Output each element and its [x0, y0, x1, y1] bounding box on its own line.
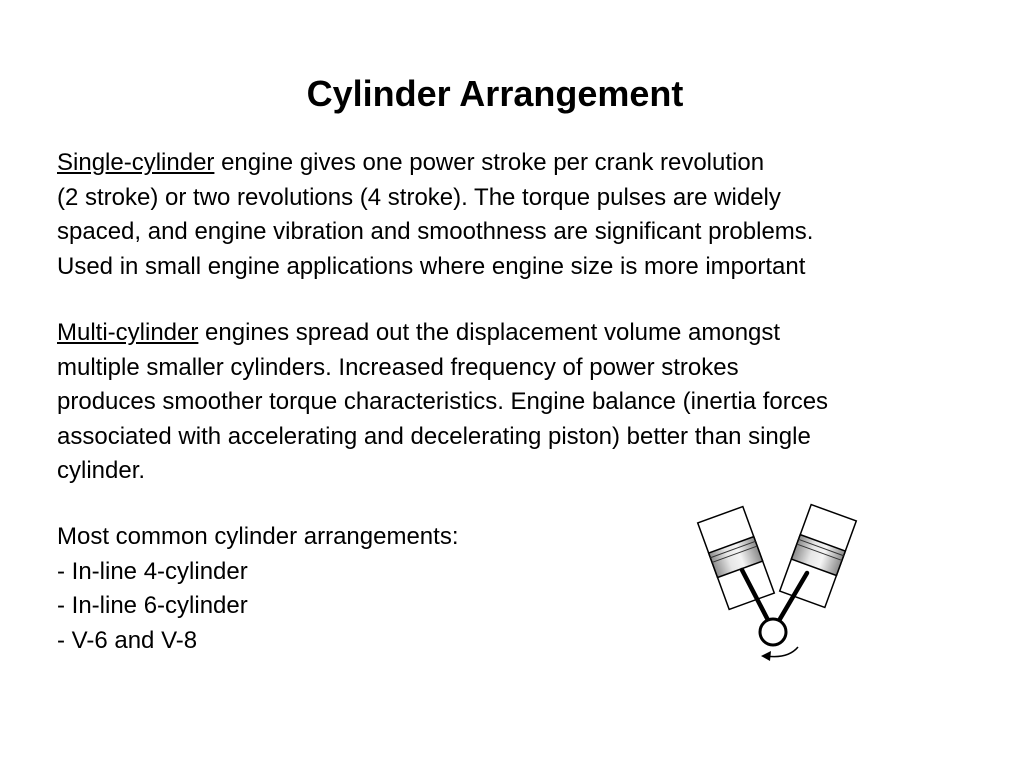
multi-cylinder-line-1	[57, 316, 997, 351]
single-cylinder-line-4: Used in small engine applications where engine size is more important	[57, 252, 806, 280]
arrangement-item: - In-line 6-cylinder	[57, 592, 248, 619]
multi-cylinder-line-4: associated with accelerating and decelerating piston) better than single	[57, 422, 811, 450]
left-cylinder	[698, 507, 775, 610]
arrangement-item: - In-line 4-cylinder	[57, 557, 248, 585]
multi-cylinder-text-1: engines spread out the displacement volume amongst	[198, 319, 781, 346]
multi-cylinder-line-3: produces smoother torque characteristics. Engine balance (inertia forces	[57, 388, 829, 415]
single-cylinder-paragraph	[57, 146, 997, 284]
crankshaft-circle	[760, 619, 786, 645]
single-cylinder-term: Single-cylinder	[57, 149, 215, 176]
multi-cylinder-paragraph	[57, 316, 997, 489]
right-cylinder	[780, 505, 857, 608]
single-cylinder-line-2: (2 stroke) or two revolutions (4 stroke). The torque pulses are widely	[57, 183, 781, 211]
multi-cylinder-line-2: multiple smaller cylinders. Increased frequency of power strokes	[57, 353, 739, 381]
slide-title: Cylinder Arrangement	[306, 73, 684, 114]
single-cylinder-line-1	[57, 146, 997, 181]
rotation-arrowhead-icon	[761, 651, 771, 661]
single-cylinder-text-1: engine gives one power stroke per crank revolution	[214, 149, 765, 176]
v-engine-diagram-icon	[690, 500, 870, 675]
multi-cylinder-line-5: cylinder.	[57, 457, 146, 484]
single-cylinder-line-3: spaced, and engine vibration and smoothness are significant problems.	[57, 218, 814, 245]
arrangement-item: - V-6 and V-8	[57, 626, 198, 654]
arrangements-heading: Most common cylinder arrangements:	[57, 523, 459, 550]
multi-cylinder-term: Multi-cylinder	[57, 319, 199, 346]
